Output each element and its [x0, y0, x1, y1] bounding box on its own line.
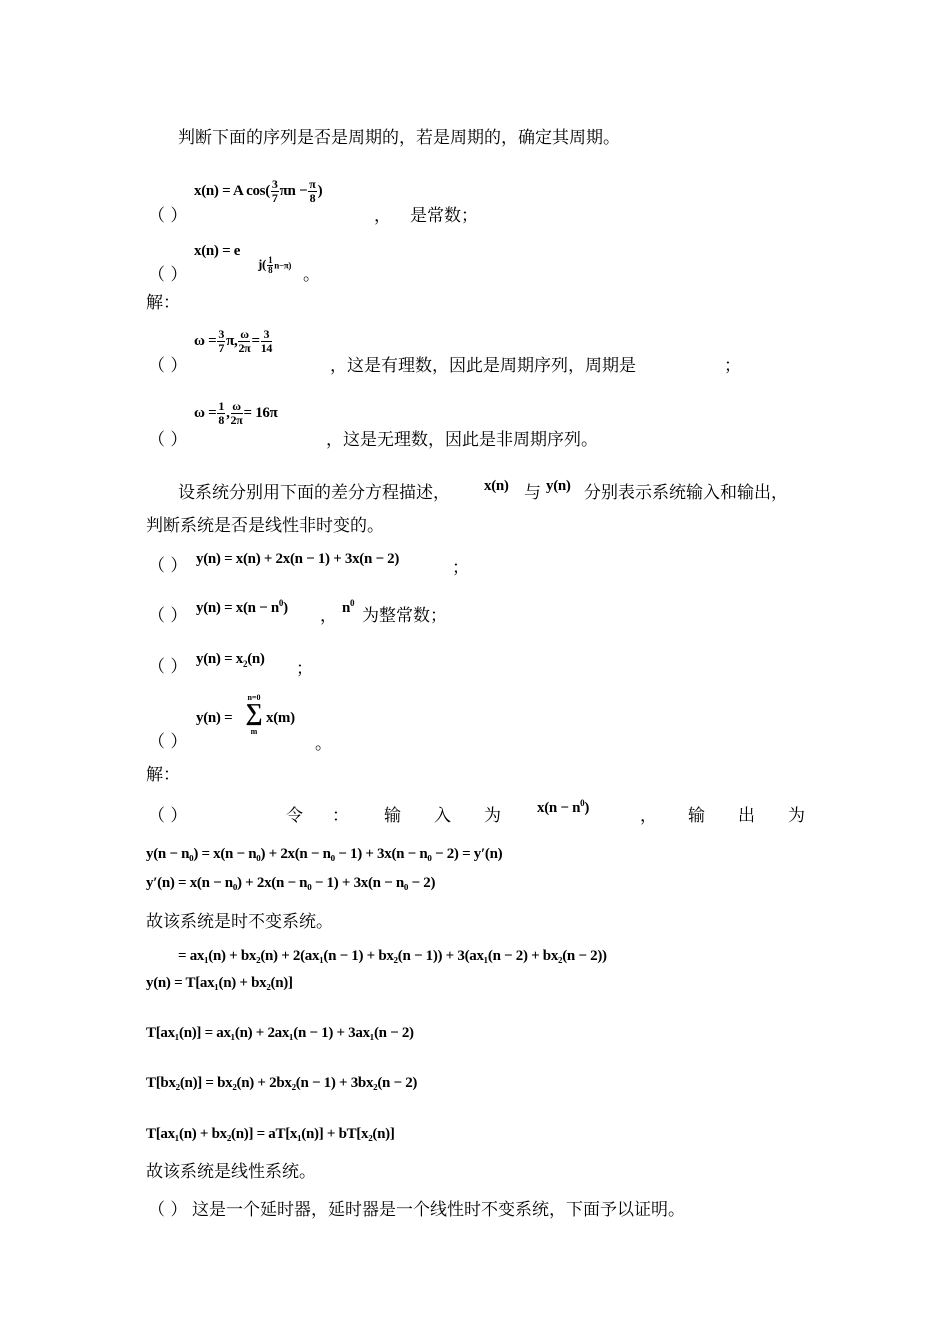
s2-note: 为整常数；	[362, 606, 447, 626]
a1-frac3-den: 14	[260, 341, 273, 355]
equation-a2	[194, 400, 278, 427]
q2-exp-tail: n−π)	[274, 260, 292, 271]
s2-eq-sup: 0	[278, 598, 284, 608]
a2-frac1-num: 1	[218, 399, 225, 413]
item-number-a2: （ ）	[148, 430, 188, 450]
s1-end: ；	[452, 558, 469, 578]
item-number-l1: （ ）	[148, 806, 188, 826]
s2-comma: ，	[320, 606, 337, 626]
equation-l3: y′(n) = x(n − n₀) + 2x(n − n₀ − 1) + 3x(n − n₀ − 2)	[146, 875, 436, 891]
equation-q1	[194, 178, 322, 205]
a2-frac1	[217, 400, 225, 427]
solution-label-2: 解：	[146, 765, 180, 785]
s2-eq-tail: )	[283, 600, 288, 616]
a1-frac2-den: 2π	[238, 341, 251, 355]
q2-exp-frac-num: 1	[268, 255, 273, 265]
a2-frac2-num: ω	[232, 399, 241, 413]
s2-n0	[342, 600, 354, 617]
a1-text: ，这是有理数，因此是周期序列，周期是	[330, 356, 636, 376]
a2-lhs: ω =	[194, 404, 217, 421]
problem1-intro: 判断下面的序列是否是周期的，若是周期的，确定其周期。	[178, 128, 620, 148]
problem2-intro-d: 判断系统是否是线性非时变的。	[146, 516, 384, 536]
equation-s3	[196, 651, 265, 668]
l1-input-tail: )	[584, 800, 590, 816]
item-number-s4: （ ）	[148, 732, 188, 752]
s3-eq-sub: 2	[242, 659, 248, 669]
q2-lhs: x(n) = e	[194, 243, 241, 259]
a2-mid: ,	[226, 404, 230, 421]
q1-frac2	[308, 178, 316, 205]
a1-frac2	[238, 328, 250, 355]
l1-ru: 入	[434, 806, 451, 826]
equation-s1: y(n) = x(n) + 2x(n − 1) + 3x(n − 2)	[196, 551, 400, 567]
q1-lhs: x(n) = A cos(	[194, 182, 270, 199]
l1-comma: ，	[640, 806, 657, 826]
s2-n0-base: n	[342, 600, 351, 616]
l1-shu2: 输	[688, 806, 705, 826]
l1-shu: 输	[384, 806, 401, 826]
item-number-last: （ ）	[148, 1200, 188, 1220]
a2-rhs: = 16π	[243, 404, 278, 421]
conclusion-linear: 故该系统是线性系统。	[146, 1162, 316, 1182]
equation-s2	[196, 600, 288, 617]
a1-frac3-num: 3	[261, 328, 272, 342]
last-paragraph: 这是一个延时器，延时器是一个线性时不变系统，下面予以证明。	[192, 1200, 685, 1220]
l1-ling: 令	[286, 806, 303, 826]
a1-frac3	[261, 328, 272, 355]
item-number-2: （ ）	[148, 265, 188, 285]
conclusion-time-invariant: 故该系统是时不变系统。	[146, 912, 333, 932]
q1-mid: πn −	[279, 182, 308, 199]
l1-wei: 为	[484, 806, 501, 826]
equation-q2	[194, 243, 240, 259]
q1-frac2-den: 8	[309, 191, 316, 205]
equation-l5: y(n) = T[ax₁(n) + bx₂(n)]	[146, 975, 293, 991]
s4-sum-top: n=0	[247, 693, 261, 702]
a1-lhs: ω =	[194, 332, 217, 349]
s4-end: 。	[315, 734, 332, 754]
q2-exp-head: j(	[258, 256, 267, 272]
item-number-s2: （ ）	[148, 606, 188, 626]
item-number-1: （ ）	[148, 206, 188, 226]
equation-l6: T[ax₁(n)] = ax₁(n) + 2ax₁(n − 1) + 3ax₁(n − 2)	[146, 1025, 414, 1041]
a2-frac1-den: 8	[218, 413, 225, 427]
input-symbol: x(n)	[484, 478, 509, 494]
a1-frac2-num: ω	[240, 327, 249, 341]
equation-l7: T[bx₂(n)] = bx₂(n) + 2bx₂(n − 1) + 3bx₂(n − 2)	[146, 1075, 418, 1091]
problem2-intro-c: 分别表示系统输入和输出，	[584, 483, 788, 503]
a1-frac1	[217, 328, 225, 355]
a2-text: ，这是无理数，因此是非周期序列。	[326, 430, 598, 450]
l1-wei2: 为	[788, 806, 805, 826]
item-number-s3: （ ）	[148, 657, 188, 677]
problem2-intro-a: 设系统分别用下面的差分方程描述，	[178, 483, 450, 503]
s3-eq-tail: (n)	[247, 651, 265, 667]
a1-frac1-den: 7	[218, 341, 225, 355]
s4-sum-symbol: ∑	[245, 700, 263, 726]
a2-frac2	[231, 400, 243, 427]
s4-sum-bottom: m	[250, 727, 258, 736]
q2-exponent	[258, 256, 291, 275]
q2-end: 。	[303, 265, 320, 285]
equation-a1	[194, 328, 273, 355]
equation-l4: = ax₁(n) + bx₂(n) + 2(ax₁(n − 1) + bx₂(n − 1)) + 3(ax₁(n − 2) + bx₂(n − 2))	[178, 948, 607, 964]
s3-eq: y(n) = x	[196, 651, 243, 667]
s2-n0-sup: 0	[350, 598, 355, 608]
a1-frac1-num: 3	[218, 327, 225, 341]
q1-rhs: )	[317, 182, 323, 199]
output-symbol: y(n)	[546, 478, 571, 494]
l1-input	[537, 800, 589, 817]
a1-eq: =	[251, 332, 260, 349]
l1-chu: 出	[738, 806, 755, 826]
q1-frac1	[271, 178, 279, 205]
s3-end: ；	[296, 659, 313, 679]
q1-frac1-den: 7	[271, 191, 278, 205]
solution-label-1: 解：	[146, 293, 180, 313]
item-number-a1: （ ）	[148, 356, 188, 376]
problem2-intro-b: 与	[524, 483, 541, 503]
q1-frac2-num: π	[309, 177, 316, 191]
s4-rhs: x(m)	[266, 710, 295, 726]
q1-frac1-num: 3	[271, 177, 278, 191]
item-number-s1: （ ）	[148, 556, 188, 576]
s2-eq: y(n) = x(n − n	[196, 600, 279, 616]
q1-comma: ，	[374, 206, 391, 226]
l1-input-sup: 0	[580, 798, 585, 808]
l1-input-base: x(n − n	[537, 800, 581, 816]
s4-lhs: y(n) =	[196, 710, 233, 726]
equation-l2: y(n − n₀) = x(n − n₀) + 2x(n − n₀ − 1) + 3x(n − n₀ − 2) = y′(n)	[146, 846, 503, 862]
q2-exp-frac	[267, 256, 273, 275]
q1-note: 是常数；	[410, 206, 478, 226]
a2-frac2-den: 2π	[230, 413, 243, 427]
a1-mid: π,	[226, 332, 238, 349]
equation-l8: T[ax₁(n) + bx₂(n)] = aT[x₁(n)] + bT[x₂(n)]	[146, 1126, 395, 1142]
l1-colon: ：	[332, 806, 349, 826]
q2-exp-frac-den: 8	[268, 265, 273, 275]
a1-end: ；	[724, 356, 741, 376]
